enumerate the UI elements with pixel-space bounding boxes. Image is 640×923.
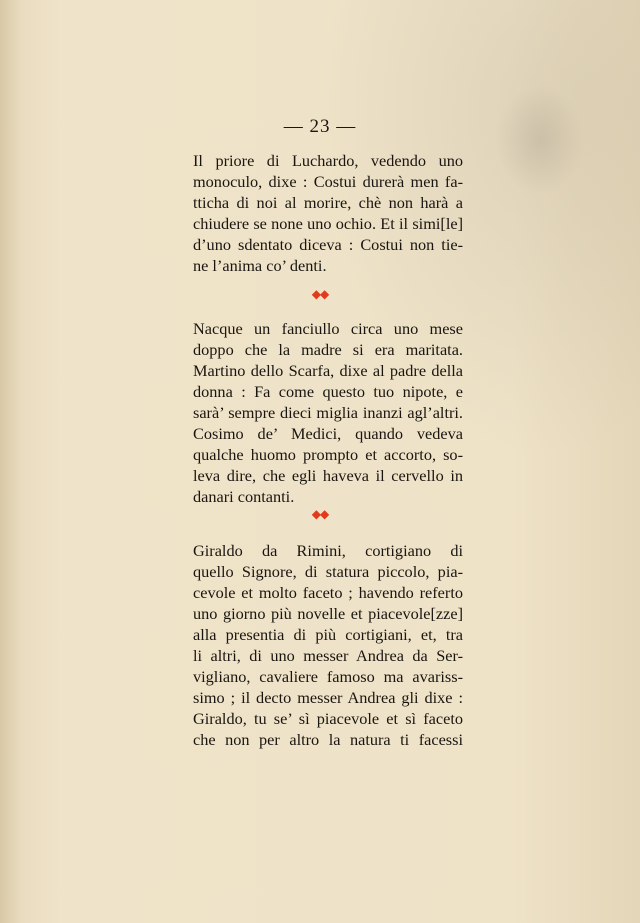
text-line: doppo che la madre si era maritata. — [193, 340, 463, 359]
text-line: sarà’ sempre dieci miglia inanzi agl’altri. — [193, 403, 463, 422]
text-line: quello Signore, di statura piccolo, pia- — [193, 562, 463, 581]
text-line: chiudere se none uno ochio. Et il simi[le] — [193, 214, 463, 233]
text-line: che non per altro la natura ti facessi — [193, 730, 463, 749]
text-line: simo ; il decto messer Andrea gli dixe : — [193, 688, 463, 707]
paragraph-3 — [193, 423, 463, 507]
page-number: — 23 — — [283, 116, 357, 137]
text-line: Nacque un fanciullo circa uno mese — [193, 319, 463, 338]
ornament-diamonds: ◆◆ — [311, 507, 329, 521]
text-line: Cosimo de’ Medici, quando vedeva — [193, 424, 463, 443]
ornament-diamonds: ◆◆ — [311, 287, 329, 301]
text-line: uno giorno più novelle et piacevole[zze] — [193, 604, 463, 623]
paragraph-4 — [193, 540, 463, 750]
text-line: Il priore di Luchardo, vedendo uno — [193, 151, 463, 170]
paper-stain — [495, 85, 585, 195]
text-line: donna : Fa come questo tuo nipote, e — [193, 382, 463, 401]
paragraph-2 — [193, 318, 463, 423]
text-line: monoculo, dixe : Costui durerà men fa- — [193, 172, 463, 191]
text-line: li altri, di uno messer Andrea da Ser- — [193, 646, 463, 665]
text-line: danari contanti. — [193, 487, 295, 506]
text-line: d’uno sdentato diceva : Costui non tie- — [193, 235, 463, 254]
text-line: cevole et molto faceto ; havendo referto — [193, 583, 463, 602]
paragraph-1 — [193, 150, 463, 276]
text-line: leva dire, che egli haveva il cervello in — [193, 466, 463, 485]
text-line: tticha di noi al morire, chè non harà a — [193, 193, 463, 212]
text-line: vigliano, cavaliere famoso ma avariss- — [193, 667, 463, 686]
text-line: Martino dello Scarfa, dixe al padre della — [193, 361, 463, 380]
text-line: alla presentia di più cortigiani, et, tra — [193, 625, 463, 644]
text-line: ne l’anima co’ denti. — [193, 256, 327, 275]
text-line: qualche huomo prompto et accorto, so- — [193, 445, 463, 464]
text-line: Giraldo da Rimini, cortigiano di — [193, 541, 463, 560]
text-line: Giraldo, tu se’ sì piacevole et sì faceto — [193, 709, 463, 728]
